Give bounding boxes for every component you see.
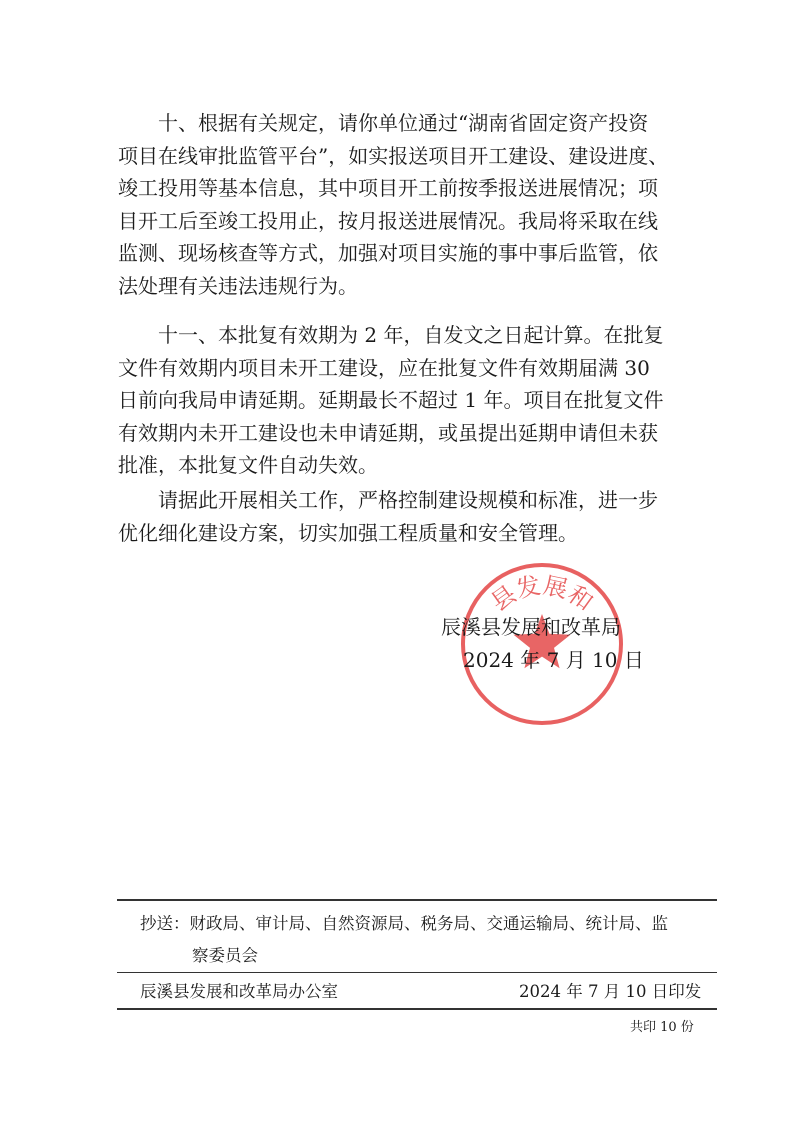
- footer-divider: [117, 1008, 717, 1010]
- signing-organization: 辰溪县发展和改革局: [441, 615, 621, 639]
- seal-arc-text: 县发展和: [485, 571, 599, 617]
- text-line: 竣工投用等基本信息，其中项目开工前按季报送进展情况；项: [118, 176, 658, 201]
- text-line: 有效期内未开工建设也未申请延期，或虽提出延期申请但未获: [118, 420, 658, 445]
- text-line: 十、根据有关规定，请你单位通过“湖南省固定资产投资: [158, 111, 649, 135]
- cc-line: 抄送：财政局、审计局、自然资源局、税务局、交通运输局、统计局、监: [140, 914, 668, 933]
- copies-count: 共印 10 份: [630, 1020, 694, 1035]
- text-line: 目开工后至竣工投用止，按月报送进展情况。我局将采取在线: [118, 208, 658, 233]
- text-line: 优化细化建设方案，切实加强工程质量和安全管理。: [118, 520, 578, 545]
- text-line: 日前向我局申请延期。延期最长不超过 1 年。项目在批复文件: [118, 388, 664, 413]
- text-line: 法处理有关违法违规行为。: [118, 273, 358, 298]
- print-date: 2024 年 7 月 10 日印发: [519, 982, 702, 1001]
- official-seal-icon: [458, 560, 626, 728]
- svg-text:县发展和: [486, 571, 599, 616]
- signing-date: 2024 年 7 月 10 日: [463, 648, 644, 672]
- text-line: 项目在线审批监管平台”，如实报送项目开工建设、建设进度、: [118, 143, 669, 168]
- footer-divider: [117, 899, 717, 901]
- text-line: 文件有效期内项目未开工建设，应在批复文件有效期届满 30: [118, 355, 650, 380]
- paragraph-item-eleven: [118, 319, 706, 482]
- text-line: 请据此开展相关工作，严格控制建设规模和标准，进一步: [158, 488, 658, 512]
- paragraph-item-ten: [118, 107, 706, 303]
- cc-distribution: [140, 908, 725, 972]
- cc-line: 察委员会: [192, 946, 258, 965]
- text-line: 十一、本批复有效期为 2 年，自发文之日起计算。在批复: [158, 323, 664, 347]
- footer-divider: [117, 972, 717, 973]
- text-line: 监测、现场核查等方式，加强对项目实施的事中事后监管，依: [118, 241, 658, 266]
- issuing-office: 辰溪县发展和改革局办公室: [140, 982, 338, 1001]
- text-line: 批准，本批复文件自动失效。: [118, 453, 378, 478]
- paragraph-closing: [118, 484, 706, 549]
